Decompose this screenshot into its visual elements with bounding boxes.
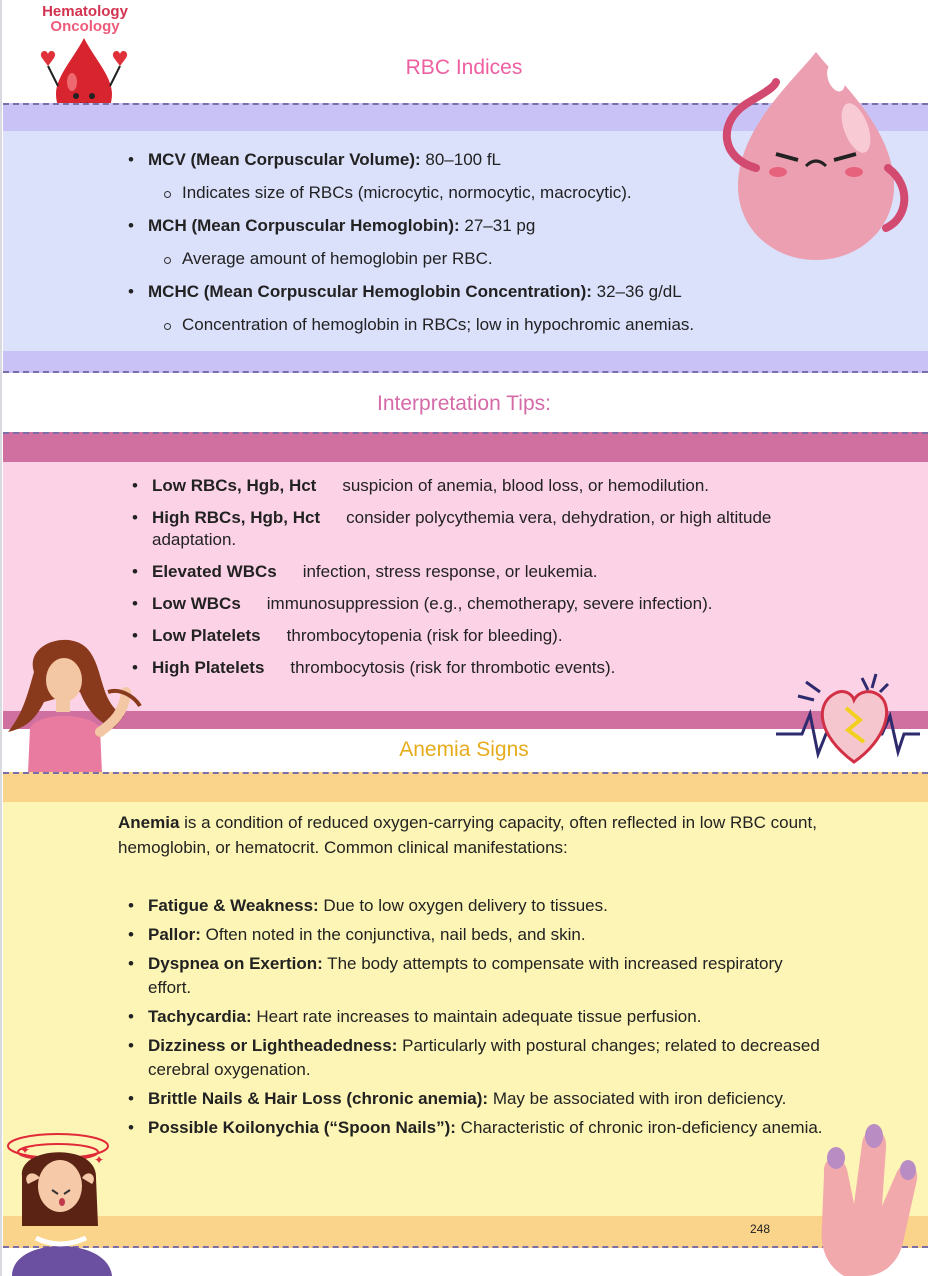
interp-item: • High RBCs, Hgb, Hct consider polycythemia vera, dehydration, or high altitude adaptation. [130,507,830,551]
interp-item: • High Platelets thrombocytosis (risk for thrombotic events). [130,657,830,679]
rbc-item-mcv: • MCV (Mean Corpuscular Volume): 80–100 fL [126,149,846,171]
svg-text:✦: ✦ [20,1143,31,1157]
anemia-signs-list [126,894,826,1145]
anemia-signs-title: Anemia Signs [399,738,529,761]
rbc-item-mcv-detail: Indicates size of RBCs (microcytic, normocytic, macrocytic). [126,182,846,204]
rbc-indices-title: RBC Indices [405,56,523,79]
interpretation-tips-title: Interpretation Tips: [377,392,551,415]
rbc-item-mchc-detail: Concentration of hemoglobin in RBCs; low in hypochromic anemias. [126,314,846,336]
interpretation-list [130,475,830,689]
anemia-sign-item: • Dizziness or Lightheadedness: Particularly with postural changes; related to decreased cerebral oxygenation. [126,1034,826,1082]
anemia-intro-paragraph: Anemia is a condition of reduced oxygen-carrying capacity, often reflected in low RBC count, hemoglobin, or hematocrit. Common clinical manifestations: [118,813,817,857]
anemia-footer-band [3,1216,928,1248]
interp-item: • Elevated WBCs infection, stress response, or leukemia. [130,561,830,583]
anemia-sign-item: • Fatigue & Weakness: Due to low oxygen delivery to tissues. [126,894,826,918]
spoon-nail-hand-icon [804,1114,928,1276]
interp-item: • Low Platelets thrombocytopenia (risk for bleeding). [130,625,830,647]
dizzy-girl-illustration-icon [2,1116,130,1276]
interp-item: • Low WBCs immunosuppression (e.g., chemotherapy, severe infection). [130,593,830,615]
rbc-footer-band [3,351,928,373]
anemia-sign-item: • Brittle Nails & Hair Loss (chronic anemia): May be associated with iron deficiency. [126,1087,826,1111]
rbc-item-mch: • MCH (Mean Corpuscular Hemoglobin): 27–31 pg [126,215,846,237]
anemia-sign-item: • Dyspnea on Exertion: The body attempts to compensate with increased respiratory effort. [126,952,826,1000]
interpretation-header-band [3,432,928,464]
svg-text:✦: ✦ [94,1153,105,1167]
rbc-item-mchc: • MCHC (Mean Corpuscular Hemoglobin Concentration): 32–36 g/dL [126,281,846,303]
anemia-header-band [3,772,928,804]
page-left-rule [0,0,2,1276]
page-number: 248 [750,1222,771,1236]
anemia-sign-item: • Possible Koilonychia (“Spoon Nails”): Characteristic of chronic iron-deficiency anemia. [126,1116,826,1140]
anemia-sign-item: • Tachycardia: Heart rate increases to maintain adequate tissue perfusion. [126,1005,826,1029]
rbc-item-mch-detail: Average amount of hemoglobin per RBC. [126,248,846,270]
brand-line-1: Hematology [42,3,128,20]
interp-item: • Low RBCs, Hgb, Hct suspicion of anemia, blood loss, or hemodilution. [130,475,830,497]
rbc-indices-list [126,149,846,347]
brand-line-2: Oncology [50,18,120,35]
brand-logo-text [30,4,140,34]
anemia-sign-item: • Pallor: Often noted in the conjunctiva, nail beds, and skin. [126,923,826,947]
